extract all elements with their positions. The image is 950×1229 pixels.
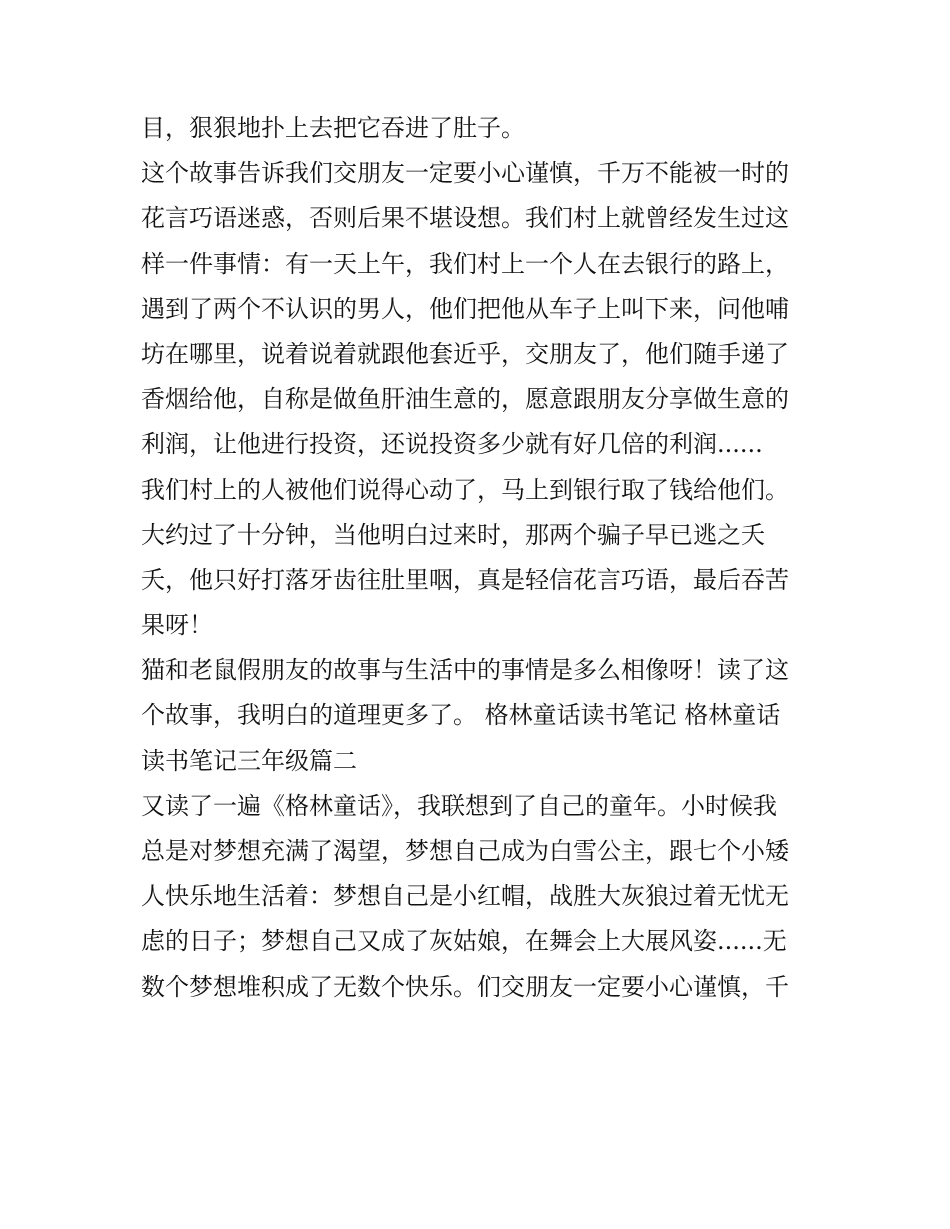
text-line: 样一件事情：有一天上午，我们村上一个人在去银行的路上， <box>141 249 789 278</box>
text-line: 香烟给他，自称是做鱼肝油生意的，愿意跟朋友分享做生意的 <box>141 385 789 414</box>
text-line: 读书笔记三年级篇二 <box>141 746 357 775</box>
text-line: 这个故事告诉我们交朋友一定要小心谨慎，千万不能被一时的 <box>141 159 789 188</box>
text-line: 遇到了两个不认识的男人，他们把他从车子上叫下来，问他哺 <box>141 294 789 323</box>
text-line: 猫和老鼠假朋友的故事与生活中的事情是多么相像呀！读了这 <box>141 656 789 685</box>
text-line: 果呀！ <box>141 611 213 640</box>
text-line: 利润，让他进行投资，还说投资多少就有好几倍的利润...... <box>141 430 763 459</box>
text-line: 我们村上的人被他们说得心动了，马上到银行取了钱给他们。 <box>141 475 789 504</box>
text-line: 个故事，我明白的道理更多了。 格林童话读书笔记 格林童话 <box>141 701 781 730</box>
text-line: 大约过了十分钟，当他明白过来时，那两个骗子早已逃之夭 <box>141 520 765 549</box>
text-line: 又读了一遍《格林童话》，我联想到了自己的童年。小时候我 <box>141 791 777 820</box>
text-line: 总是对梦想充满了渴望，梦想自己成为白雪公主，跟七个小矮 <box>141 837 789 865</box>
text-line: 目，狠狠地扑上去把它吞进了肚子。 <box>141 114 525 142</box>
text-line: 人快乐地生活着：梦想自己是小红帽，战胜大灰狼过着无忧无 <box>141 882 789 911</box>
text-line: 夭，他只好打落牙齿往肚里咽，真是轻信花言巧语，最后吞苦 <box>141 565 789 594</box>
text-line: 虑的日子；梦想自己又成了灰姑娘，在舞会上大展风姿......无 <box>141 927 787 956</box>
text-line: 坊在哪里，说着说着就跟他套近乎，交朋友了，他们随手递了 <box>141 339 789 368</box>
text-line: 数个梦想堆积成了无数个快乐。们交朋友一定要小心谨慎，千 <box>141 972 789 1001</box>
text-line: 花言巧语迷惑，否则后果不堪设想。我们村上就曾经发生过这 <box>141 204 789 233</box>
body-text <box>141 106 821 1010</box>
